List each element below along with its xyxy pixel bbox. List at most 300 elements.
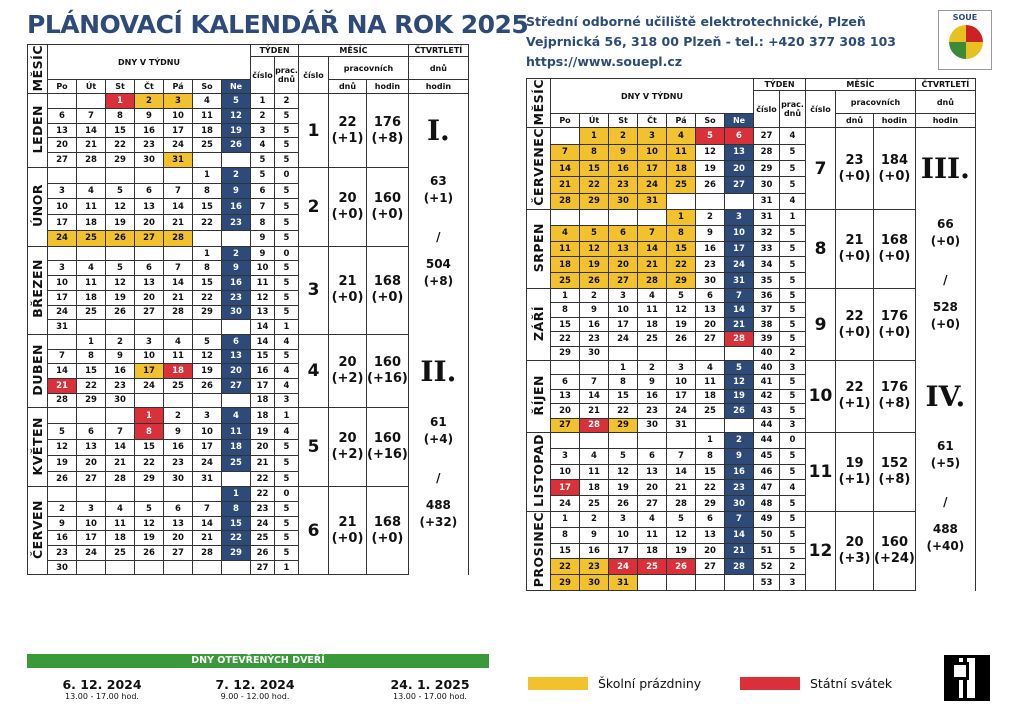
day-cell[interactable]: 12 xyxy=(725,375,754,389)
day-cell[interactable]: 28 xyxy=(725,559,754,575)
day-cell[interactable]: 11 xyxy=(193,109,222,124)
day-cell[interactable]: 13 xyxy=(696,303,725,317)
day-cell[interactable]: 14 xyxy=(164,276,193,291)
day-cell[interactable]: 16 xyxy=(580,543,609,559)
day-cell[interactable]: 25 xyxy=(638,559,667,575)
day-cell[interactable] xyxy=(725,346,754,360)
day-cell[interactable]: 19 xyxy=(222,123,251,138)
day-cell[interactable]: 17 xyxy=(667,389,696,403)
day-cell[interactable]: 21 xyxy=(106,455,135,471)
day-cell[interactable]: 25 xyxy=(696,404,725,418)
day-cell[interactable]: 18 xyxy=(193,123,222,138)
day-cell[interactable]: 20 xyxy=(638,480,667,496)
day-cell[interactable] xyxy=(77,246,106,261)
day-cell[interactable]: 27 xyxy=(609,273,638,289)
day-cell[interactable] xyxy=(135,246,164,261)
day-cell[interactable] xyxy=(135,487,164,502)
day-cell[interactable] xyxy=(106,167,135,183)
day-cell[interactable] xyxy=(609,346,638,360)
day-cell[interactable]: 11 xyxy=(164,349,193,364)
day-cell[interactable]: 6 xyxy=(696,289,725,303)
day-cell[interactable]: 26 xyxy=(222,138,251,153)
day-cell[interactable] xyxy=(77,487,106,502)
day-cell[interactable]: 29 xyxy=(609,418,638,432)
day-cell[interactable]: 11 xyxy=(638,303,667,317)
day-cell[interactable]: 15 xyxy=(77,364,106,379)
day-cell[interactable]: 6 xyxy=(725,128,754,144)
day-cell[interactable]: 9 xyxy=(135,109,164,124)
day-cell[interactable] xyxy=(551,361,580,375)
day-cell[interactable]: 2 xyxy=(580,511,609,527)
day-cell[interactable]: 10 xyxy=(77,516,106,531)
day-cell[interactable]: 23 xyxy=(48,546,77,561)
day-cell[interactable]: 6 xyxy=(135,183,164,199)
day-cell[interactable]: 24 xyxy=(48,305,77,320)
day-cell[interactable]: 21 xyxy=(580,404,609,418)
day-cell[interactable]: 30 xyxy=(725,496,754,512)
day-cell[interactable]: 23 xyxy=(580,559,609,575)
day-cell[interactable] xyxy=(48,487,77,502)
day-cell[interactable]: 23 xyxy=(609,177,638,193)
day-cell[interactable]: 18 xyxy=(667,161,696,177)
day-cell[interactable]: 17 xyxy=(609,543,638,559)
day-cell[interactable] xyxy=(106,408,135,424)
day-cell[interactable]: 16 xyxy=(580,317,609,331)
day-cell[interactable]: 23 xyxy=(222,290,251,305)
day-cell[interactable]: 19 xyxy=(667,543,696,559)
day-cell[interactable]: 28 xyxy=(667,496,696,512)
day-cell[interactable] xyxy=(725,418,754,432)
day-cell[interactable]: 28 xyxy=(638,273,667,289)
day-cell[interactable]: 24 xyxy=(135,378,164,393)
day-cell[interactable]: 7 xyxy=(106,424,135,440)
day-cell[interactable]: 18 xyxy=(77,215,106,231)
day-cell[interactable]: 8 xyxy=(609,375,638,389)
day-cell[interactable]: 9 xyxy=(725,448,754,464)
day-cell[interactable]: 26 xyxy=(48,471,77,487)
day-cell[interactable]: 9 xyxy=(638,375,667,389)
day-cell[interactable]: 30 xyxy=(609,193,638,209)
day-cell[interactable]: 16 xyxy=(638,389,667,403)
day-cell[interactable] xyxy=(222,560,251,575)
day-cell[interactable]: 8 xyxy=(696,448,725,464)
day-cell[interactable] xyxy=(609,432,638,448)
day-cell[interactable]: 8 xyxy=(551,527,580,543)
day-cell[interactable]: 4 xyxy=(222,408,251,424)
day-cell[interactable]: 9 xyxy=(580,303,609,317)
day-cell[interactable]: 1 xyxy=(580,128,609,144)
day-cell[interactable]: 1 xyxy=(193,167,222,183)
day-cell[interactable] xyxy=(135,167,164,183)
day-cell[interactable]: 2 xyxy=(725,432,754,448)
day-cell[interactable] xyxy=(48,94,77,109)
day-cell[interactable]: 27 xyxy=(696,559,725,575)
day-cell[interactable]: 6 xyxy=(609,225,638,241)
day-cell[interactable] xyxy=(77,167,106,183)
day-cell[interactable]: 14 xyxy=(725,303,754,317)
day-cell[interactable] xyxy=(551,432,580,448)
day-cell[interactable]: 28 xyxy=(164,305,193,320)
day-cell[interactable]: 15 xyxy=(609,389,638,403)
day-cell[interactable]: 6 xyxy=(135,261,164,276)
day-cell[interactable]: 30 xyxy=(580,575,609,591)
day-cell[interactable]: 13 xyxy=(609,241,638,257)
day-cell[interactable]: 22 xyxy=(193,215,222,231)
day-cell[interactable]: 9 xyxy=(696,225,725,241)
day-cell[interactable] xyxy=(725,575,754,591)
day-cell[interactable]: 2 xyxy=(135,94,164,109)
day-cell[interactable] xyxy=(696,418,725,432)
day-cell[interactable] xyxy=(106,246,135,261)
day-cell[interactable]: 25 xyxy=(164,378,193,393)
day-cell[interactable]: 14 xyxy=(551,161,580,177)
day-cell[interactable]: 23 xyxy=(696,257,725,273)
day-cell[interactable]: 9 xyxy=(48,516,77,531)
day-cell[interactable]: 28 xyxy=(106,471,135,487)
day-cell[interactable]: 17 xyxy=(609,317,638,331)
day-cell[interactable]: 12 xyxy=(667,527,696,543)
day-cell[interactable]: 3 xyxy=(48,261,77,276)
day-cell[interactable]: 26 xyxy=(667,559,696,575)
day-cell[interactable]: 29 xyxy=(667,273,696,289)
day-cell[interactable] xyxy=(77,408,106,424)
day-cell[interactable]: 7 xyxy=(580,375,609,389)
day-cell[interactable] xyxy=(48,167,77,183)
day-cell[interactable] xyxy=(222,393,251,408)
day-cell[interactable]: 28 xyxy=(580,418,609,432)
day-cell[interactable]: 9 xyxy=(222,183,251,199)
day-cell[interactable]: 22 xyxy=(667,257,696,273)
day-cell[interactable] xyxy=(164,393,193,408)
day-cell[interactable]: 5 xyxy=(667,289,696,303)
qr-code-icon[interactable] xyxy=(944,655,990,701)
day-cell[interactable]: 4 xyxy=(638,289,667,303)
day-cell[interactable]: 1 xyxy=(696,432,725,448)
day-cell[interactable]: 8 xyxy=(135,424,164,440)
day-cell[interactable] xyxy=(48,408,77,424)
day-cell[interactable] xyxy=(222,230,251,246)
day-cell[interactable]: 30 xyxy=(135,153,164,168)
day-cell[interactable]: 26 xyxy=(135,546,164,561)
day-cell[interactable]: 18 xyxy=(696,389,725,403)
day-cell[interactable]: 17 xyxy=(638,161,667,177)
day-cell[interactable]: 31 xyxy=(667,418,696,432)
day-cell[interactable] xyxy=(667,432,696,448)
day-cell[interactable]: 8 xyxy=(580,144,609,160)
day-cell[interactable]: 10 xyxy=(551,464,580,480)
day-cell[interactable]: 22 xyxy=(551,332,580,346)
day-cell[interactable]: 24 xyxy=(609,559,638,575)
day-cell[interactable] xyxy=(48,246,77,261)
day-cell[interactable]: 11 xyxy=(551,241,580,257)
day-cell[interactable]: 12 xyxy=(580,241,609,257)
day-cell[interactable]: 13 xyxy=(77,439,106,455)
day-cell[interactable]: 19 xyxy=(106,290,135,305)
day-cell[interactable]: 8 xyxy=(193,183,222,199)
day-cell[interactable] xyxy=(580,361,609,375)
day-cell[interactable]: 1 xyxy=(609,361,638,375)
day-cell[interactable]: 18 xyxy=(164,364,193,379)
day-cell[interactable]: 17 xyxy=(48,290,77,305)
day-cell[interactable]: 3 xyxy=(551,448,580,464)
day-cell[interactable] xyxy=(222,471,251,487)
day-cell[interactable]: 16 xyxy=(135,123,164,138)
day-cell[interactable]: 25 xyxy=(551,273,580,289)
day-cell[interactable]: 15 xyxy=(193,199,222,215)
day-cell[interactable]: 21 xyxy=(725,543,754,559)
day-cell[interactable]: 17 xyxy=(725,241,754,257)
day-cell[interactable]: 16 xyxy=(696,241,725,257)
day-cell[interactable] xyxy=(193,230,222,246)
day-cell[interactable]: 25 xyxy=(77,230,106,246)
day-cell[interactable]: 13 xyxy=(48,123,77,138)
day-cell[interactable] xyxy=(77,320,106,335)
day-cell[interactable]: 20 xyxy=(609,257,638,273)
day-cell[interactable]: 31 xyxy=(609,575,638,591)
day-cell[interactable]: 2 xyxy=(580,289,609,303)
day-cell[interactable]: 19 xyxy=(48,455,77,471)
day-cell[interactable]: 16 xyxy=(164,439,193,455)
day-cell[interactable] xyxy=(193,487,222,502)
day-cell[interactable]: 19 xyxy=(135,531,164,546)
day-cell[interactable]: 29 xyxy=(551,575,580,591)
day-cell[interactable]: 28 xyxy=(193,546,222,561)
day-cell[interactable]: 18 xyxy=(222,439,251,455)
day-cell[interactable]: 22 xyxy=(551,559,580,575)
day-cell[interactable]: 29 xyxy=(696,496,725,512)
day-cell[interactable]: 28 xyxy=(48,393,77,408)
day-cell[interactable] xyxy=(164,560,193,575)
day-cell[interactable]: 3 xyxy=(193,408,222,424)
day-cell[interactable]: 30 xyxy=(164,471,193,487)
day-cell[interactable]: 12 xyxy=(48,439,77,455)
day-cell[interactable]: 22 xyxy=(193,290,222,305)
day-cell[interactable]: 26 xyxy=(106,305,135,320)
day-cell[interactable]: 15 xyxy=(551,317,580,331)
day-cell[interactable]: 21 xyxy=(77,138,106,153)
day-cell[interactable]: 23 xyxy=(164,455,193,471)
day-cell[interactable]: 10 xyxy=(725,225,754,241)
day-cell[interactable]: 27 xyxy=(725,177,754,193)
day-cell[interactable]: 22 xyxy=(135,455,164,471)
day-cell[interactable]: 20 xyxy=(725,161,754,177)
day-cell[interactable]: 2 xyxy=(696,210,725,226)
day-cell[interactable] xyxy=(696,193,725,209)
day-cell[interactable]: 22 xyxy=(696,480,725,496)
day-cell[interactable] xyxy=(164,246,193,261)
day-cell[interactable]: 20 xyxy=(135,290,164,305)
day-cell[interactable]: 2 xyxy=(164,408,193,424)
day-cell[interactable] xyxy=(580,432,609,448)
day-cell[interactable]: 6 xyxy=(77,424,106,440)
day-cell[interactable]: 2 xyxy=(106,334,135,349)
day-cell[interactable]: 4 xyxy=(638,511,667,527)
day-cell[interactable]: 19 xyxy=(609,480,638,496)
day-cell[interactable]: 5 xyxy=(48,424,77,440)
day-cell[interactable] xyxy=(48,334,77,349)
day-cell[interactable]: 14 xyxy=(638,241,667,257)
day-cell[interactable]: 29 xyxy=(193,305,222,320)
day-cell[interactable]: 27 xyxy=(696,332,725,346)
day-cell[interactable]: 7 xyxy=(725,511,754,527)
day-cell[interactable]: 28 xyxy=(551,193,580,209)
day-cell[interactable]: 4 xyxy=(667,128,696,144)
day-cell[interactable]: 5 xyxy=(193,334,222,349)
day-cell[interactable]: 20 xyxy=(222,364,251,379)
day-cell[interactable]: 20 xyxy=(551,404,580,418)
day-cell[interactable]: 11 xyxy=(638,527,667,543)
day-cell[interactable]: 30 xyxy=(106,393,135,408)
day-cell[interactable]: 18 xyxy=(638,543,667,559)
day-cell[interactable] xyxy=(638,210,667,226)
day-cell[interactable]: 13 xyxy=(135,199,164,215)
day-cell[interactable]: 5 xyxy=(106,261,135,276)
day-cell[interactable]: 10 xyxy=(667,375,696,389)
day-cell[interactable]: 3 xyxy=(667,361,696,375)
day-cell[interactable]: 7 xyxy=(725,289,754,303)
day-cell[interactable]: 10 xyxy=(609,303,638,317)
day-cell[interactable]: 11 xyxy=(77,199,106,215)
day-cell[interactable] xyxy=(164,487,193,502)
day-cell[interactable]: 12 xyxy=(193,349,222,364)
day-cell[interactable]: 7 xyxy=(551,144,580,160)
day-cell[interactable]: 1 xyxy=(106,94,135,109)
day-cell[interactable]: 4 xyxy=(580,448,609,464)
day-cell[interactable]: 9 xyxy=(164,424,193,440)
day-cell[interactable]: 14 xyxy=(48,364,77,379)
day-cell[interactable]: 11 xyxy=(77,276,106,291)
day-cell[interactable] xyxy=(725,193,754,209)
day-cell[interactable]: 13 xyxy=(164,516,193,531)
day-cell[interactable]: 1 xyxy=(667,210,696,226)
day-cell[interactable] xyxy=(106,487,135,502)
day-cell[interactable]: 16 xyxy=(725,464,754,480)
day-cell[interactable]: 23 xyxy=(135,138,164,153)
day-cell[interactable]: 10 xyxy=(48,199,77,215)
day-cell[interactable]: 21 xyxy=(725,317,754,331)
day-cell[interactable]: 21 xyxy=(551,177,580,193)
day-cell[interactable]: 15 xyxy=(667,241,696,257)
day-cell[interactable] xyxy=(222,153,251,168)
day-cell[interactable]: 25 xyxy=(638,332,667,346)
day-cell[interactable]: 4 xyxy=(193,94,222,109)
day-cell[interactable]: 21 xyxy=(164,290,193,305)
day-cell[interactable]: 29 xyxy=(106,153,135,168)
day-cell[interactable]: 7 xyxy=(667,448,696,464)
day-cell[interactable]: 24 xyxy=(48,230,77,246)
day-cell[interactable]: 27 xyxy=(135,230,164,246)
day-cell[interactable]: 27 xyxy=(135,305,164,320)
day-cell[interactable]: 26 xyxy=(609,496,638,512)
day-cell[interactable] xyxy=(638,432,667,448)
day-cell[interactable]: 12 xyxy=(696,144,725,160)
day-cell[interactable]: 26 xyxy=(696,177,725,193)
day-cell[interactable]: 12 xyxy=(222,109,251,124)
day-cell[interactable]: 21 xyxy=(193,531,222,546)
day-cell[interactable]: 11 xyxy=(667,144,696,160)
day-cell[interactable]: 16 xyxy=(222,276,251,291)
day-cell[interactable]: 30 xyxy=(638,418,667,432)
day-cell[interactable]: 3 xyxy=(725,210,754,226)
day-cell[interactable]: 14 xyxy=(164,199,193,215)
day-cell[interactable] xyxy=(580,210,609,226)
day-cell[interactable]: 17 xyxy=(77,531,106,546)
day-cell[interactable]: 3 xyxy=(135,334,164,349)
day-cell[interactable]: 23 xyxy=(106,378,135,393)
school-web-link[interactable]: https://www.souepl.cz xyxy=(526,54,683,69)
day-cell[interactable]: 23 xyxy=(222,215,251,231)
day-cell[interactable]: 16 xyxy=(222,199,251,215)
day-cell[interactable] xyxy=(164,167,193,183)
day-cell[interactable]: 18 xyxy=(551,257,580,273)
day-cell[interactable]: 6 xyxy=(48,109,77,124)
day-cell[interactable] xyxy=(193,560,222,575)
day-cell[interactable]: 17 xyxy=(551,480,580,496)
day-cell[interactable]: 6 xyxy=(164,502,193,517)
day-cell[interactable]: 23 xyxy=(580,332,609,346)
day-cell[interactable]: 26 xyxy=(193,378,222,393)
day-cell[interactable]: 14 xyxy=(667,464,696,480)
day-cell[interactable]: 15 xyxy=(135,439,164,455)
day-cell[interactable]: 7 xyxy=(48,349,77,364)
day-cell[interactable]: 6 xyxy=(638,448,667,464)
day-cell[interactable]: 29 xyxy=(580,193,609,209)
day-cell[interactable]: 26 xyxy=(667,332,696,346)
day-cell[interactable]: 2 xyxy=(609,128,638,144)
day-cell[interactable]: 25 xyxy=(193,138,222,153)
day-cell[interactable]: 4 xyxy=(106,502,135,517)
day-cell[interactable] xyxy=(135,393,164,408)
day-cell[interactable]: 19 xyxy=(696,161,725,177)
day-cell[interactable]: 10 xyxy=(164,109,193,124)
day-cell[interactable]: 3 xyxy=(609,289,638,303)
day-cell[interactable]: 4 xyxy=(551,225,580,241)
day-cell[interactable]: 12 xyxy=(106,199,135,215)
day-cell[interactable]: 26 xyxy=(106,230,135,246)
day-cell[interactable] xyxy=(696,346,725,360)
day-cell[interactable]: 18 xyxy=(580,480,609,496)
day-cell[interactable]: 25 xyxy=(77,305,106,320)
day-cell[interactable]: 7 xyxy=(193,502,222,517)
day-cell[interactable]: 30 xyxy=(696,273,725,289)
day-cell[interactable]: 8 xyxy=(551,303,580,317)
day-cell[interactable]: 15 xyxy=(696,464,725,480)
day-cell[interactable] xyxy=(135,560,164,575)
day-cell[interactable]: 11 xyxy=(580,464,609,480)
day-cell[interactable]: 8 xyxy=(667,225,696,241)
day-cell[interactable]: 1 xyxy=(193,246,222,261)
day-cell[interactable]: 15 xyxy=(106,123,135,138)
day-cell[interactable]: 27 xyxy=(48,153,77,168)
day-cell[interactable] xyxy=(77,560,106,575)
day-cell[interactable]: 22 xyxy=(77,378,106,393)
day-cell[interactable]: 18 xyxy=(638,317,667,331)
day-cell[interactable]: 3 xyxy=(48,183,77,199)
day-cell[interactable] xyxy=(667,575,696,591)
day-cell[interactable]: 3 xyxy=(164,94,193,109)
day-cell[interactable]: 13 xyxy=(551,389,580,403)
day-cell[interactable]: 20 xyxy=(77,455,106,471)
day-cell[interactable]: 13 xyxy=(725,144,754,160)
day-cell[interactable]: 15 xyxy=(551,543,580,559)
day-cell[interactable]: 24 xyxy=(667,404,696,418)
day-cell[interactable] xyxy=(667,193,696,209)
day-cell[interactable]: 21 xyxy=(164,215,193,231)
day-cell[interactable]: 3 xyxy=(609,511,638,527)
day-cell[interactable]: 23 xyxy=(725,480,754,496)
day-cell[interactable] xyxy=(193,320,222,335)
day-cell[interactable] xyxy=(135,320,164,335)
